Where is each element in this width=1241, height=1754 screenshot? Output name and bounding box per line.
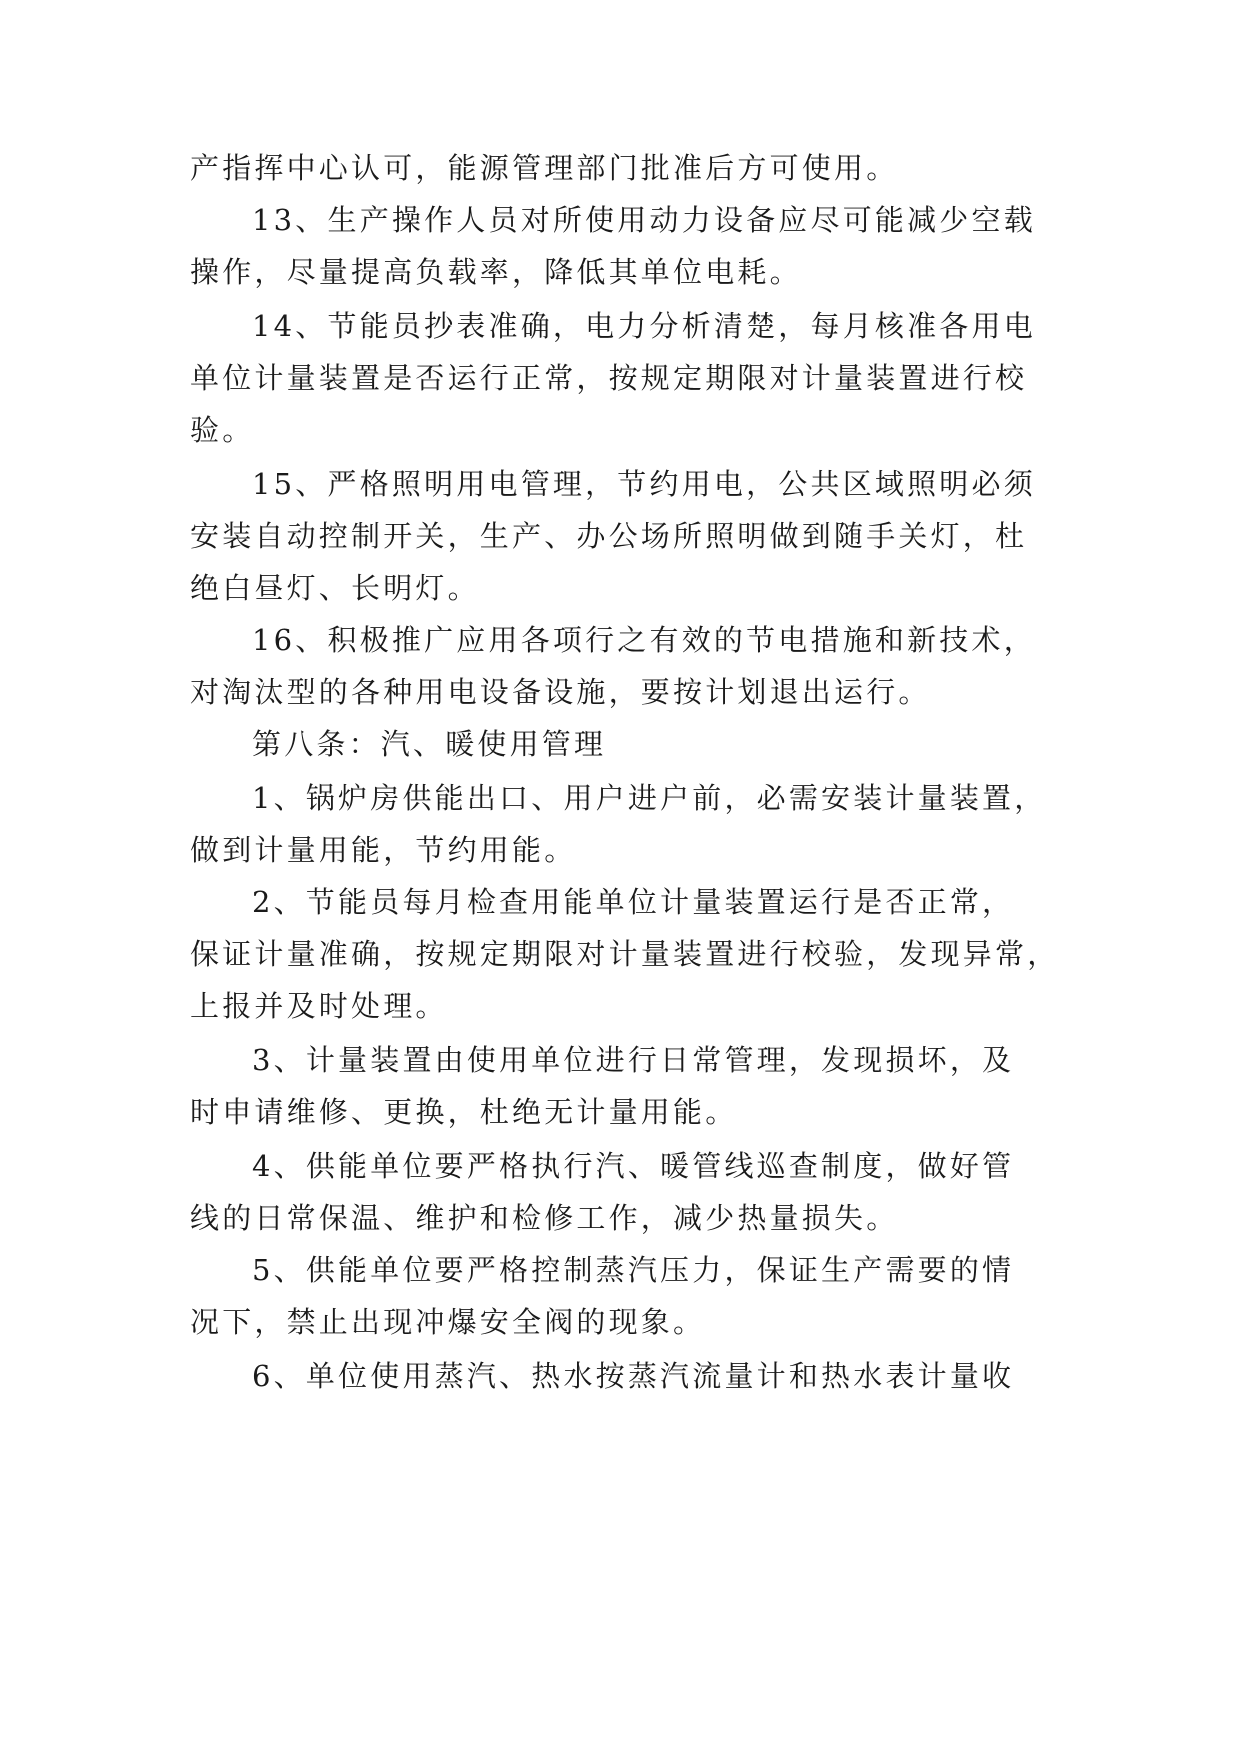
- paragraph-line: 绝白昼灯、长明灯。: [190, 571, 480, 605]
- paragraph-line: 对淘汰型的各种用电设备设施，要按计划退出运行。: [190, 675, 931, 709]
- paragraph-line: 6、单位使用蒸汽、热水按蒸汽流量计和热水表计量收: [252, 1359, 1015, 1393]
- section-heading: 第八条：汽、暖使用管理: [252, 727, 607, 761]
- paragraph-line: 5、供能单位要严格控制蒸汽压力，保证生产需要的情: [252, 1253, 1015, 1287]
- paragraph-line: 操作，尽量提高负载率，降低其单位电耗。: [190, 255, 802, 289]
- paragraph-line: 保证计量准确，按规定期限对计量装置进行校验，发现异常，: [190, 937, 1060, 971]
- paragraph-line: 15、严格照明用电管理，节约用电，公共区域照明必须: [252, 467, 1036, 501]
- paragraph-line: 13、生产操作人员对所使用动力设备应尽可能减少空载: [252, 203, 1036, 237]
- paragraph-line: 上报并及时处理。: [190, 989, 448, 1023]
- paragraph-line: 单位计量装置是否运行正常，按规定期限对计量装置进行校: [190, 361, 1028, 395]
- paragraph-line: 14、节能员抄表准确，电力分析清楚，每月核准各用电: [252, 309, 1036, 343]
- paragraph-line: 验。: [190, 413, 255, 447]
- paragraph-line: 4、供能单位要严格执行汽、暖管线巡查制度，做好管: [252, 1149, 1015, 1183]
- paragraph-line: 2、节能员每月检查用能单位计量装置运行是否正常，: [252, 885, 1015, 919]
- paragraph-line: 做到计量用能，节约用能。: [190, 833, 577, 867]
- paragraph-line: 安装自动控制开关，生产、办公场所照明做到随手关灯，杜: [190, 519, 1028, 553]
- paragraph-line: 况下，禁止出现冲爆安全阀的现象。: [190, 1305, 706, 1339]
- paragraph-line: 16、积极推广应用各项行之有效的节电措施和新技术，: [252, 623, 1036, 657]
- paragraph-line: 产指挥中心认可，能源管理部门批准后方可使用。: [190, 151, 899, 185]
- paragraph-line: 线的日常保温、维护和检修工作，减少热量损失。: [190, 1201, 899, 1235]
- paragraph-line: 3、计量装置由使用单位进行日常管理，发现损坏，及: [252, 1043, 1015, 1077]
- paragraph-line: 1、锅炉房供能出口、用户进户前，必需安装计量装置，: [252, 781, 1047, 815]
- paragraph-line: 时申请维修、更换，杜绝无计量用能。: [190, 1095, 738, 1129]
